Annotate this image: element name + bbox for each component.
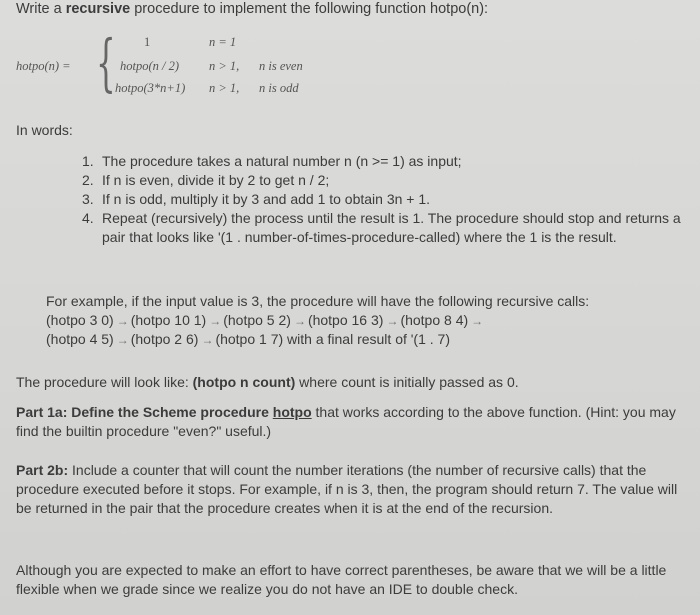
- formula-brace: {: [96, 26, 116, 99]
- example-block: [46, 292, 686, 350]
- step-item: 1. The procedure takes a natural number n (n >= 1) as input;: [82, 153, 462, 169]
- in-words-heading: In words:: [16, 122, 73, 138]
- arrow-icon: →: [471, 313, 483, 328]
- hotpo-formula: [16, 26, 356, 110]
- example-calls-row-1: (hotpo 3 0) → (hotpo 10 1) → (hotpo 5 2) → (hotpo 16 3) → (hotpo 8 4) →: [46, 311, 686, 331]
- case-value-1: 1: [144, 35, 151, 49]
- question-title: Write a recursive procedure to implement the following function hotpo(n):: [16, 1, 489, 17]
- case-cond-2a: n > 1,: [209, 59, 240, 73]
- step-item: 3. If n is odd, multiply it by 3 and add 1 to obtain 3n + 1.: [82, 191, 431, 207]
- example-intro: For example, if the input value is 3, the procedure will have the following recursive calls:: [46, 293, 590, 309]
- step-item: 2. If n is even, divide it by 2 to get n / 2;: [82, 172, 330, 188]
- case-value-2: hotpo(n / 2): [120, 59, 180, 73]
- case-cond-1: n = 1: [209, 35, 237, 49]
- arrow-icon: →: [293, 313, 305, 328]
- arrow-icon: →: [209, 313, 221, 328]
- procedure-signature: The procedure will look like: (hotpo n count) where count is initially passed as 0.: [16, 374, 519, 390]
- part-1a: Part 1a: Define the Scheme procedure hotpo that works according to the above function. (Hint: you may find the builtin procedure "even?" useful.): [16, 404, 676, 439]
- part-2b: Part 2b: Include a counter that will count the number iterations (the number of recursive calls) that the procedure executed before it stops. For example, if n is 3, then, the program should return 7. The value will be returned in the pair that the procedure creates when it is at the end of the recursion.: [16, 462, 678, 516]
- case-cond-2b: n is even: [259, 59, 303, 73]
- grading-note: Although you are expected to make an effort to have correct parentheses, be aware that we will be a little flexible when we grade since we realize you do not have an IDE to double check.: [16, 562, 667, 597]
- case-cond-3a: n > 1,: [209, 81, 240, 95]
- arrow-icon: →: [116, 313, 128, 328]
- step-item: 4. Repeat (recursively) the process until the result is 1. The procedure should stop and returns a pair that looks like '(1 . number-of-times-procedure-called) where the 1 is the result.: [82, 210, 681, 245]
- example-calls-row-2: (hotpo 4 5) → (hotpo 2 6) → (hotpo 1 7) with a final result of '(1 . 7): [46, 330, 686, 350]
- steps-list: [82, 152, 682, 247]
- arrow-icon: →: [201, 333, 213, 347]
- formula-lhs: hotpo(n) =: [16, 59, 71, 73]
- arrow-icon: →: [116, 333, 128, 347]
- arrow-icon: →: [386, 313, 398, 328]
- case-cond-3b: n is odd: [259, 81, 299, 95]
- case-value-3: hotpo(3*n+1): [115, 81, 186, 95]
